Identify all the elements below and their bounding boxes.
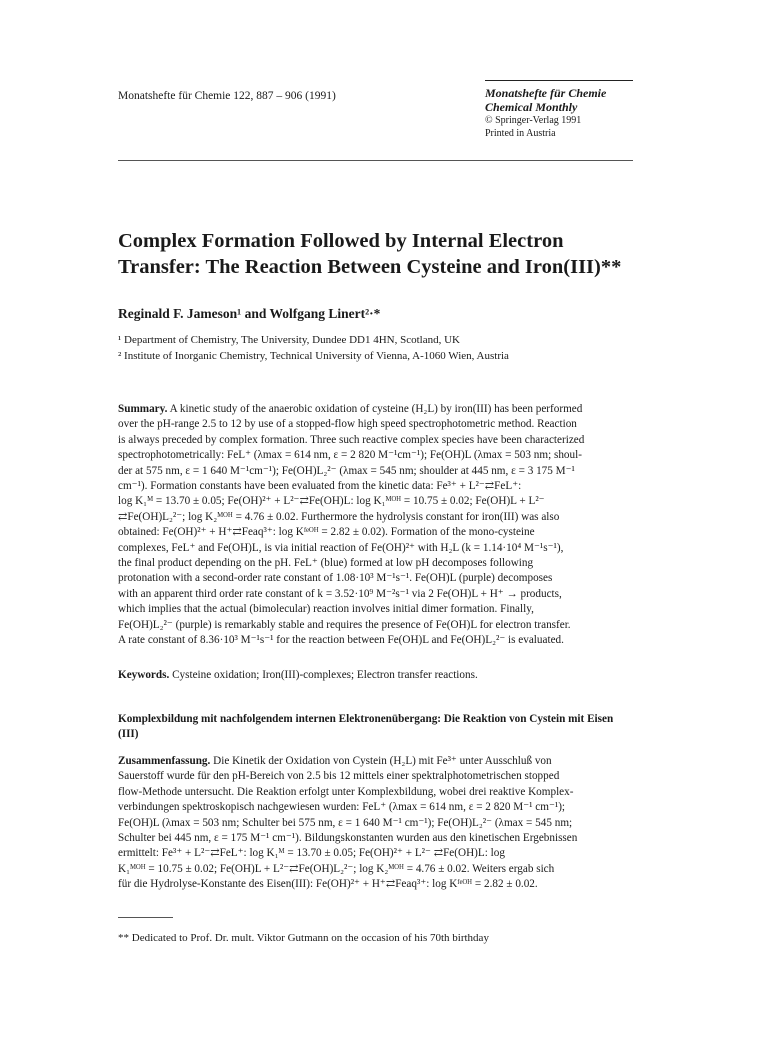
summary-line: which implies that the actual (bimolecular) reaction involves initial dimer formation. Finally, (118, 603, 534, 616)
summary-line: protonation with a second-order rate constant of 1.08·10³ M⁻¹s⁻¹. Fe(OH)L (purple) decomposes (118, 572, 553, 585)
keywords-line (118, 668, 633, 683)
summary-line: spectrophotometrically: FeL⁺ (λmax = 614 nm, ε = 2 820 M⁻¹cm⁻¹); Fe(OH)L (λmax = 503 nm; shoul- (118, 449, 582, 462)
summary-line: ⇄Fe(OH)L₂²⁻; log K₂ᴹᴼᴴ = 4.76 ± 0.02. Furthermore the hydrolysis constant for iron(III) was also (118, 510, 560, 523)
german-summary-line: für die Hydrolyse-Konstante des Eisen(III): Fe(OH)²⁺ + H⁺⇄Feaq³⁺: log Kᶠᵉᴼᴴ = 2.82 ± 0.02. (118, 878, 538, 891)
summary-line: cm⁻¹). Formation constants have been evaluated from the kinetic data: Fe³⁺ + L²⁻⇄FeL⁺: (118, 480, 522, 493)
german-title-line-1: Komplexbildung mit nachfolgendem internen Elektronenübergang: Die Reaktion von Cystein mit Eisen (118, 713, 614, 725)
journal-name-de: Monatshefte für Chemie (485, 86, 607, 100)
printed-line: Printed in Austria (485, 128, 556, 139)
german-summary-line: ermittelt: Fe³⁺ + L²⁻⇄FeL⁺: log K₁ᴹ = 13.70 ± 0.05; Fe(OH)²⁺ + L²⁻ ⇄Fe(OH)L: log (118, 847, 505, 860)
summary-line: A rate constant of 8.36·10³ M⁻¹s⁻¹ for the reaction between Fe(OH)L and Fe(OH)L₂²⁻ is evaluated. (118, 634, 564, 647)
summary-line: der at 575 nm, ε = 1 640 M⁻¹cm⁻¹); Fe(OH)L₂²⁻ (λmax = 545 nm; shoulder at 445 nm, ε = 3 175 M⁻¹ (118, 464, 575, 477)
summary-line: log K₁ᴹ = 13.70 ± 0.05; Fe(OH)²⁺ + L²⁻⇄Fe(OH)L: log K₁ᴹᴼᴴ = 10.75 ± 0.02; Fe(OH)L + L²⁻ (118, 495, 545, 508)
copyright-line: © Springer-Verlag 1991 (485, 115, 582, 126)
title-line-1: Complex Formation Followed by Internal Electron (118, 230, 564, 252)
summary-line: Fe(OH)L₂²⁻ (purple) is remarkably stable and requires the presence of Fe(OH)L for electron transfer. (118, 618, 571, 631)
keywords-text: Cysteine oxidation; Iron(III)-complexes; Electron transfer reactions. (172, 669, 478, 681)
summary-line: the final product depending on the pH. FeL⁺ (blue) formed at low pH decomposes following (118, 557, 534, 570)
german-summary-line: flow-Methode untersucht. Die Reaktion erfolgt unter Komplexbildung, wobei drei reaktive Komplex- (118, 785, 574, 798)
affiliation-1: ¹ Department of Chemistry, The University, Dundee DD1 4HN, Scotland, UK (118, 334, 460, 346)
summary-line: is always preceded by complex formation. Three such reactive complex species have been characterized (118, 433, 585, 446)
german-summary-line: K₁ᴹᴼᴴ = 10.75 ± 0.02; Fe(OH)L + L²⁻⇄Fe(OH)L₂²⁻; log K₂ᴹᴼᴴ = 4.76 ± 0.02. Weiters ergab sich (118, 862, 555, 875)
journal-name-en: Chemical Monthly (485, 100, 578, 114)
dedication-footnote: ** Dedicated to Prof. Dr. mult. Viktor Gutmann on the occasion of his 70th birthday (118, 932, 489, 944)
german-summary-line (118, 754, 633, 769)
affiliation-2: ² Institute of Inorganic Chemistry, Technical University of Vienna, A-1060 Wien, Austria (118, 350, 509, 362)
header-divider (118, 160, 633, 161)
german-summary-line-text: Die Kinetik der Oxidation von Cystein (H₂L) mit Fe³⁺ unter Ausschluß von (213, 755, 552, 767)
summary-line: over the pH-range 2.5 to 12 by use of a stopped-flow high speed spectrophotometric method. Reaction (118, 418, 577, 431)
summary-line: with an apparent third order rate constant of k = 3.52·10⁹ M⁻²s⁻¹ via 2 Fe(OH)L + H⁺ → products, (118, 587, 562, 600)
summary-label: Summary. (118, 403, 168, 415)
german-summary-line: Fe(OH)L (λmax = 503 nm; Schulter bei 575 nm, ε = 1 640 M⁻¹ cm⁻¹); Fe(OH)L₂²⁻ (λmax = 545 nm; (118, 816, 573, 829)
german-title-line-2: (III) (118, 728, 139, 740)
german-summary-line: Schulter bei 445 nm, ε = 175 M⁻¹ cm⁻¹). Bildungskonstanten wurden aus den kinetischen Ergebnissen (118, 832, 578, 845)
footnote-rule (118, 917, 173, 918)
title-line-2: Transfer: The Reaction Between Cysteine and Iron(III)** (118, 256, 622, 278)
journal-info-box (485, 86, 633, 140)
german-title (118, 712, 633, 742)
summary-line (118, 402, 633, 417)
article-title (118, 228, 658, 280)
summary-line: obtained: Fe(OH)²⁺ + H⁺⇄Feaq³⁺: log Kᶠᵉᴼᴴ = 2.82 ± 0.02). Formation of the mono-cysteine (118, 526, 535, 539)
header-rule (485, 80, 633, 81)
german-summary-line: verbindungen spektroskopisch nachgewiesen wurden: FeL⁺ (λmax = 614 nm, ε = 2 820 M⁻¹ cm⁻¹); (118, 801, 566, 814)
summary-paragraph (118, 402, 633, 649)
german-summary-paragraph (118, 754, 633, 893)
keywords-label: Keywords. (118, 669, 170, 681)
summary-line-text: A kinetic study of the anaerobic oxidation of cysteine (H₂L) by iron(III) has been performed (169, 403, 583, 415)
german-summary-label: Zusammenfassung. (118, 755, 211, 767)
german-summary-line: Sauerstoff wurde für den pH-Bereich von 2.5 bis 12 mittels einer spektralphotometrischen stopped (118, 770, 560, 783)
authors: Reginald F. Jameson¹ and Wolfgang Linert²·* (118, 306, 381, 321)
summary-line: complexes, FeL⁺ and Fe(OH)L, is via initial reaction of Fe(OH)²⁺ with H₂L (k = 1.14·10⁴ M⁻¹s⁻¹), (118, 541, 564, 554)
journal-reference: Monatshefte für Chemie 122, 887 – 906 (1991) (118, 90, 336, 102)
